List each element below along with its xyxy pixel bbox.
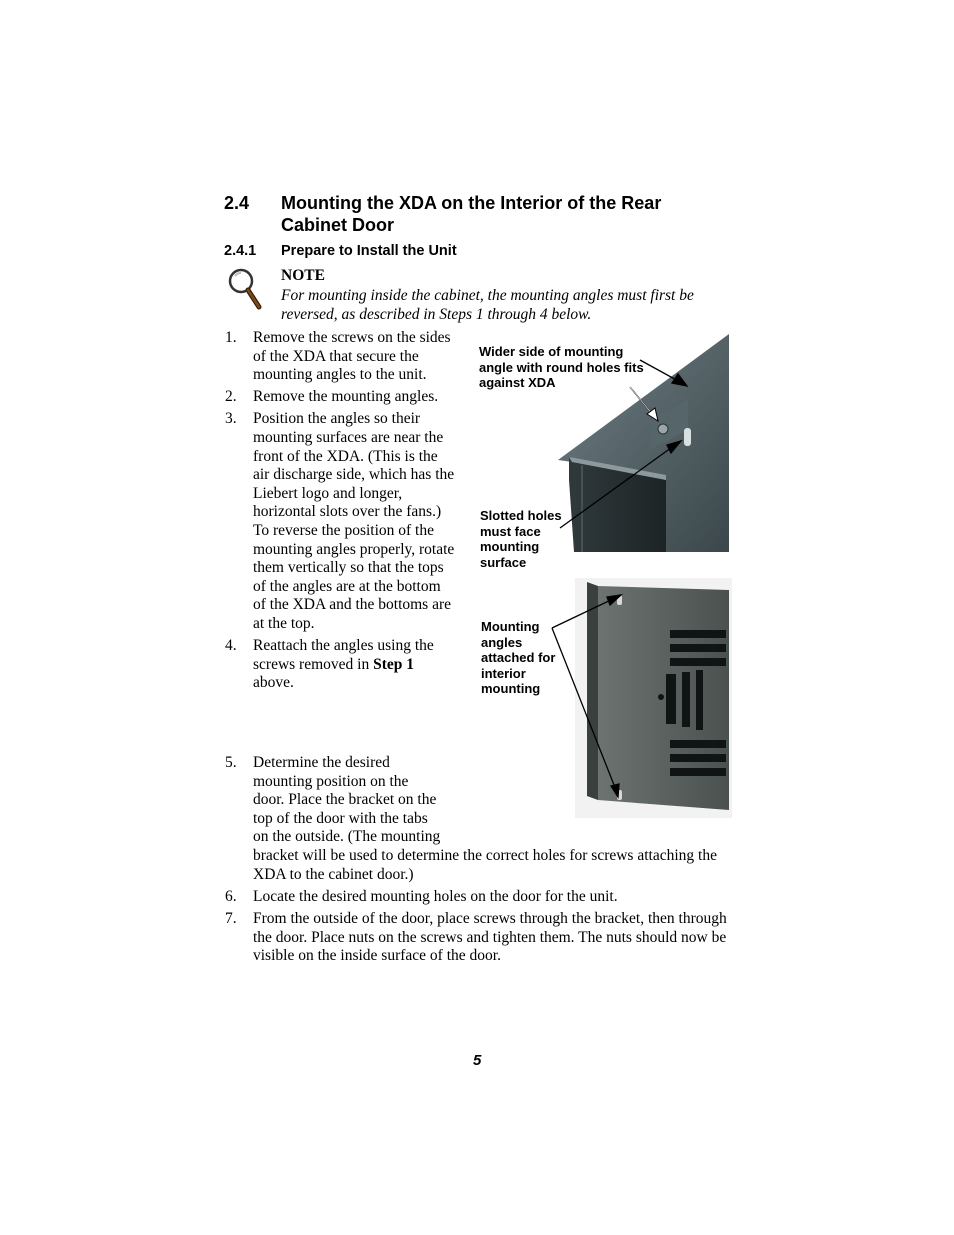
- steps-list-narrow: [225, 329, 455, 696]
- step-text: Position the angles so their mounting surfaces are near the front of the XDA. (This is the air discharge side, which has the Liebert logo and longer, horizontal slots over the fans.) To reverse the position of the mounting angles properly, rotate them vertically so that the tops of the angles are at the bottom of the XDA and the bottoms are at the top.: [253, 410, 455, 632]
- step-number: 7.: [225, 910, 237, 928]
- photo-bottom: [575, 578, 732, 818]
- step-text: Remove the mounting angles.: [253, 388, 439, 406]
- step-reference: Step 1: [373, 655, 415, 673]
- step-text: Determine the desired mounting position on the door. Place the bracket on the top of the door with the tabs on the outside. (The mounting bracket will be used to determine the correct holes for screws attaching the XDA to the cabinet door.): [253, 754, 717, 883]
- subsection-title: Prepare to Install the Unit: [281, 243, 457, 259]
- step-text-before: Reattach the angles using the screws removed in: [253, 637, 434, 673]
- note-text: For mounting inside the cabinet, the mounting angles must first be reversed, as described in Steps 1 through 4 below.: [281, 287, 694, 323]
- step-number: 6.: [225, 888, 237, 905]
- section-number: 2.4: [224, 193, 250, 213]
- step-text: From the outside of the door, place screws through the bracket, then through the door. Place nuts on the screws and tighten them. The nuts should now be visible on the inside surface of the door.: [253, 910, 727, 965]
- magnifier-icon: [226, 266, 262, 310]
- step-number: 2.: [225, 388, 237, 406]
- mounting-figure: [470, 330, 732, 820]
- step-text-after: above.: [253, 674, 294, 692]
- list-item: [225, 910, 731, 966]
- page-number: 5: [473, 1052, 482, 1069]
- step-text: Remove the screws on the sides of the XDA that secure the mounting angles to the unit.: [253, 329, 451, 384]
- callout-mounting-angles: Mounting angles attached for interior mounting: [481, 619, 556, 696]
- callout-slotted-holes: Slotted holes must face mounting surface: [480, 508, 562, 570]
- figure-drawing: [470, 330, 732, 820]
- section-title: Mounting the XDA on the Interior of the Rear Cabinet Door: [281, 193, 662, 235]
- note-title: NOTE: [281, 267, 325, 284]
- step-number: 3.: [225, 410, 237, 428]
- list-item: [225, 637, 455, 693]
- callout-wider-side: Wider side of mounting angle with round holes fits against XDA: [479, 344, 644, 390]
- steps-list-wide: [225, 888, 731, 969]
- list-item: [225, 888, 731, 907]
- list-item: [225, 388, 455, 407]
- step-number: 5.: [225, 754, 237, 771]
- list-item: [225, 410, 455, 633]
- step-number: 1.: [225, 329, 237, 346]
- subsection-number: 2.4.1: [224, 243, 257, 259]
- step-text: Locate the desired mounting holes on the door for the unit.: [253, 888, 618, 905]
- list-item: [225, 329, 455, 385]
- step-number: 4.: [225, 637, 237, 654]
